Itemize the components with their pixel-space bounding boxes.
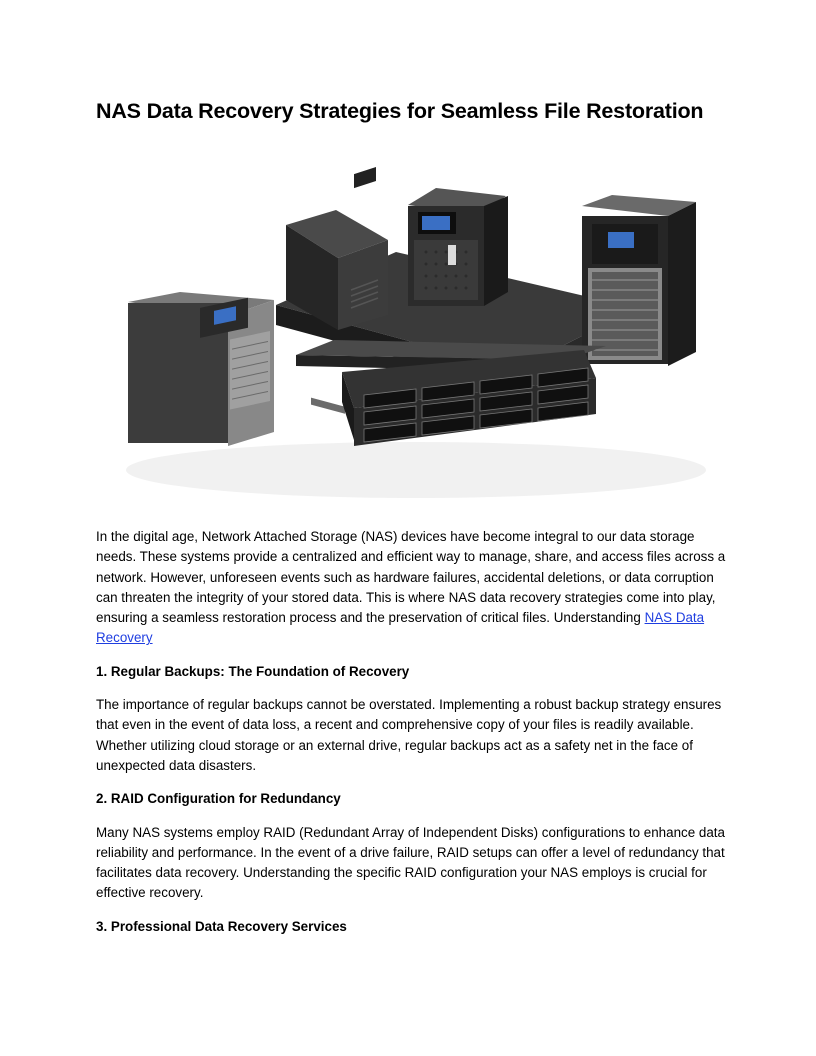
section-body: The importance of regular backups cannot be overstated. Implementing a robust backup strategy ensures that even in the event of data loss, a recent and comprehensive copy of your files is readily available. Whether utilizing cloud storage or an external drive, regular backups act as a safety net in the face of unexpected data disasters. [96,697,722,773]
intro-paragraph [96,527,726,649]
intro-text: In the digital age, Network Attached Storage (NAS) devices have become integral to our data storage needs. These systems provide a centralized and efficient way to manage, share, and access files across a network. However, unforeseen events such as hardware failures, accidental deletions, or data corruption can threaten the integrity of your stored data. This is where NAS data recovery strategies come into play, ensuring a seamless restoration process and the preservation of critical files. Understanding [96,529,726,626]
page-title: NAS Data Recovery Strategies for Seamless File Restoration [96,99,704,123]
section-heading: 1. Regular Backups: The Foundation of Recovery [96,663,410,679]
rack-server-front [296,340,606,446]
nas-data-recovery-link[interactable]: NAS Data Recovery [96,610,705,646]
nas-cube-left [128,292,274,446]
section-heading: 2. RAID Configuration for Redundancy [96,791,341,807]
article-body [96,527,726,950]
section-body: Many NAS systems employ RAID (Redundant Array of Independent Disks) configurations to enhance data reliability and performance. In the event of a drive failure, RAID setups can offer a level of redundancy that facilitates data recovery. Understanding the specific RAID configuration your NAS employs is crucial for effective recovery. [96,824,725,901]
nas-tower-right [582,195,696,366]
nas-cube-center [408,188,508,306]
section-heading: 3. Professional Data Recovery Services [96,918,347,934]
nas-tower-small [286,167,388,330]
nas-devices-photo [96,140,720,510]
